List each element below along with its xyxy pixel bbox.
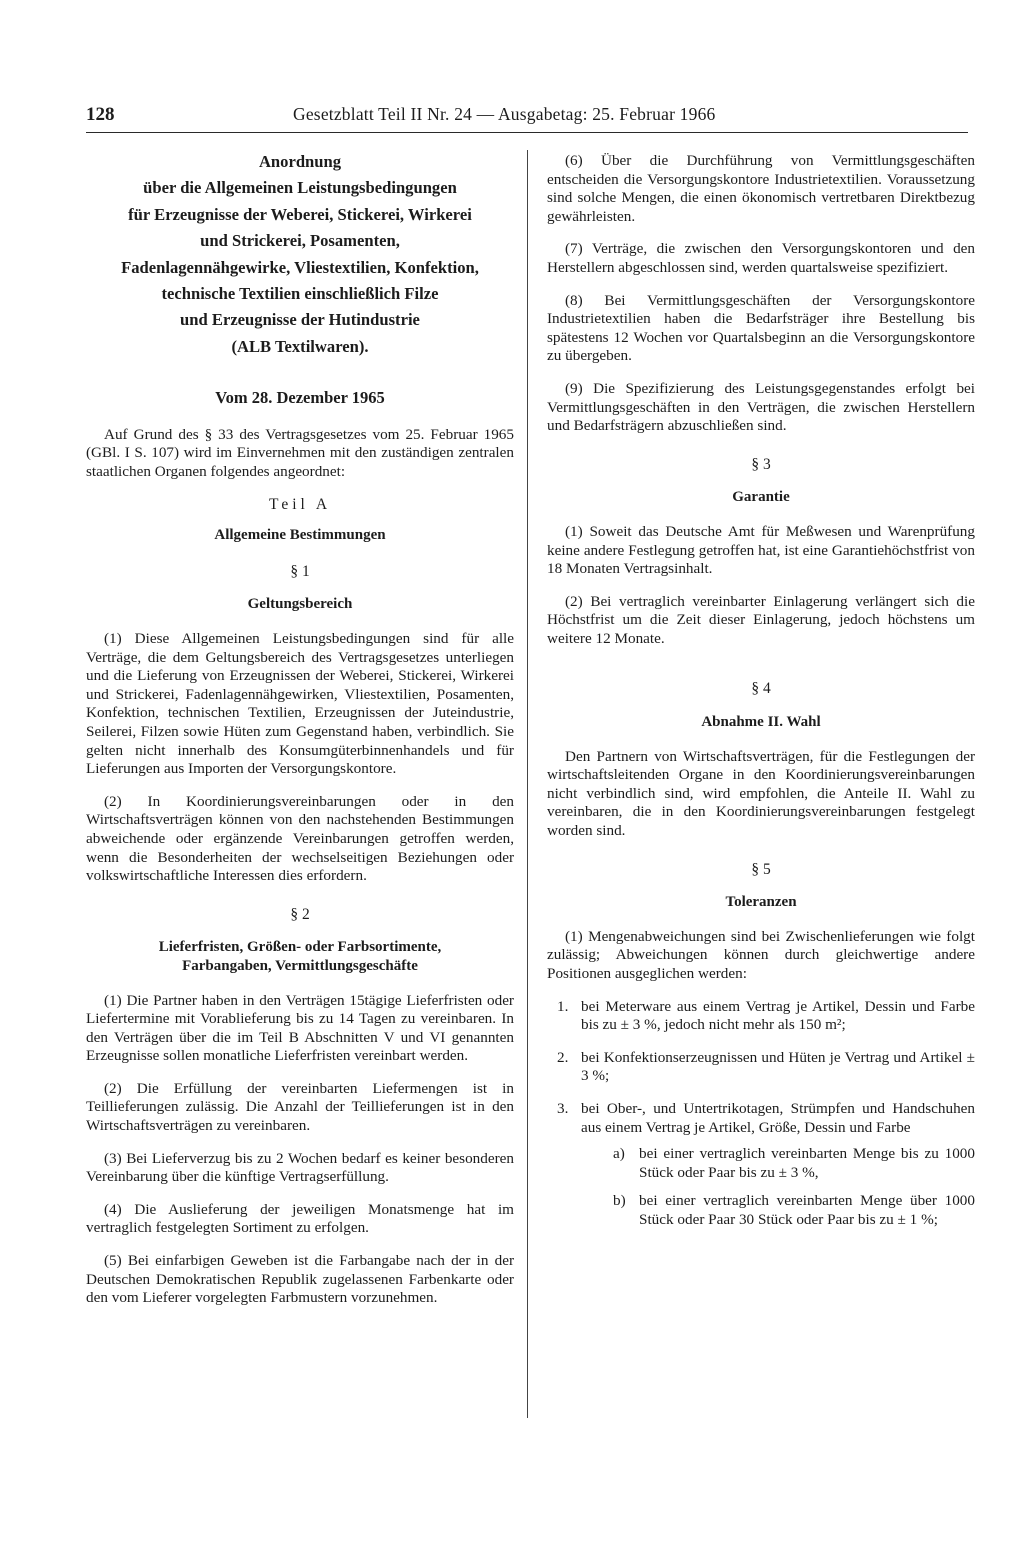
list-item-text: bei Konfektionserzeugnissen und Hüten je Vertrag und Artikel ± 3 %;: [581, 1048, 975, 1085]
right-column: [547, 152, 975, 1244]
section-heading: Abnahme II. Wahl: [701, 714, 821, 731]
paragraph: Den Partnern von Wirtschaftsverträgen, für die Festlegungen der wirtschaftsleitenden Organe in den Koordinierungsvereinbarungen nicht verbindlich sind, wird empfohlen, die Anteile II. Wahl zu vereinbaren, die in den Koordinierungsvereinbarungen festgelegt worden sind.: [547, 747, 975, 840]
left-column: [86, 152, 514, 1322]
paragraph: (5) Bei einfarbigen Geweben ist die Farbangabe nach der in der Deutschen Demokratischen Republik zugelassenen Farbenkarte oder den vom Lieferer vorgelegten Farbmustern vorzunehmen.: [86, 1252, 514, 1307]
paragraph: (1) Die Partner haben in den Verträgen 15tägige Lieferfristen oder Liefertermine mit Vorablieferung bis zu 14 Tagen zu vereinbaren. In den Verträgen über die im Teil B Abschnitten V und VI genannten Erzeugnisse sollen monatliche Lieferfristen vereinbart werden.: [86, 991, 514, 1065]
sublist-item-text: bei einer vertraglich vereinbarten Menge über 1000 Stück oder Paar 30 Stück oder Paar bis zu ± 1 %;: [639, 1192, 975, 1228]
document-title: [86, 152, 514, 357]
tolerance-list: [547, 998, 975, 1230]
paragraph: (6) Über die Durchführung von Vermittlungsgeschäften entscheiden die Versorgungskontore Industrietextilien. Voraussetzung sind solche Mengen, die einen ökonomisch vertretbaren Direktbezug gewährleisten.: [547, 152, 975, 225]
section-label: § 3: [751, 455, 771, 473]
section-heading: Lieferfristen, Größen- oder Farbsortimente,: [158, 939, 442, 956]
page-number: 128: [86, 104, 115, 125]
paragraph: (9) Die Spezifizierung des Leistungsgegenstandes erfolgt bei Vermittlungsgeschäften in den Verträgen, die zwischen Herstellern und Bedarfsträgern abzuschließen sind.: [547, 379, 975, 435]
title-line: und Erzeugnisse der Hutindustrie: [180, 310, 420, 330]
section-heading: Farbangaben, Vermittlungsgeschäfte: [182, 957, 418, 974]
title-spacer: [86, 363, 514, 371]
section-label: § 4: [751, 680, 771, 698]
list-item: [547, 1049, 975, 1086]
header-rule: [86, 132, 968, 133]
section-label: § 5: [751, 860, 771, 878]
list-item-number: 2.: [557, 1048, 569, 1066]
dateline: Vom 28. Dezember 1965: [215, 388, 385, 408]
column-divider: [527, 150, 528, 1418]
page-header: [86, 104, 968, 134]
section-label: § 1: [290, 562, 310, 580]
list-item: [547, 1100, 975, 1230]
paragraph: (8) Bei Vermittlungsgeschäften der Versorgungskontore Industrietextilien haben die Bedarfsträger ihre Bestellung bis spätestens 12 Wochen vor Quartalsbeginn an die Versorgungskontore zu übergeben.: [547, 291, 975, 365]
title-line: (ALB Textilwaren).: [231, 336, 369, 356]
paragraph: (3) Bei Lieferverzug bis zu 2 Wochen bedarf es keiner besonderen Vereinbarung über die künftige Vertragserfüllung.: [86, 1149, 514, 1186]
list-item-text: bei Meterware aus einem Vertrag je Artikel, Dessin und Farbe bis zu ± 3 %, jedoch nicht mehr als 150 m²;: [581, 997, 975, 1034]
list-item: [547, 998, 975, 1035]
paragraph: (2) In Koordinierungsvereinbarungen oder in den Wirtschaftsverträgen können von den nachstehenden Bestimmungen abweichende oder ergänzende Vereinbarungen getroffen werden, wenn die Besonderheiten der wechselseitigen Beziehungen oder volkswirtschaftliche Interessen dies erfordern.: [86, 792, 514, 885]
section-label: § 2: [290, 905, 310, 923]
list-item-text: bei Ober-, und Untertrikotagen, Strümpfen und Handschuhen aus einem Vertrag je Artikel, Größe, Dessin und Farbe: [581, 1099, 975, 1136]
title-line: über die Allgemeinen Leistungsbedingungen: [143, 178, 457, 198]
section-heading: Toleranzen: [725, 894, 797, 911]
paragraph: (1) Soweit das Deutsche Amt für Meßwesen und Warenprüfung keine andere Festlegung getroffen hat, ist eine Garantiehöchstfrist von 18 Monaten Vertragsinhalt.: [547, 522, 975, 578]
tolerance-sublist: [581, 1145, 975, 1229]
paragraph: (1) Diese Allgemeinen Leistungsbedingungen sind für alle Verträge, die dem Geltungsbereich des Vertragsgesetzes unterliegen und die Lieferung von Erzeugnissen der Weberei, Stickerei, Wirkerei und Strickerei, Fadenlagennähgewirken, Vliestextilien, Posamenten, Konfektion, technischen Textilien, Erzeugnissen der Juteindustrie, Seilerei, Filzen sowie Hüten zum Gegenstand haben, verbindlich. Sie gelten nicht innerhalb des Konsumgüterbinnenhandels und für Lieferungen aus Importen der Versorgungskontore.: [86, 630, 514, 778]
paragraph: (1) Mengenabweichungen sind bei Zwischenlieferungen wie folgt zulässig; Abweichungen können durch gleichwertige andere Positionen ausgeglichen werden:: [547, 927, 975, 982]
list-item-number: 1.: [557, 997, 569, 1015]
part-heading: Allgemeine Bestimmungen: [214, 527, 386, 544]
running-head: Gesetzblatt Teil II Nr. 24 — Ausgabetag: 25. Februar 1966: [293, 104, 716, 124]
sublist-item-text: bei einer vertraglich vereinbarten Menge bis zu 1000 Stück oder Paar bis zu ± 3 %,: [639, 1145, 975, 1181]
paragraph: (4) Die Auslieferung der jeweiligen Monatsmenge hat im vertraglich festgelegten Sortiment zu erfolgen.: [86, 1200, 514, 1237]
title-line: Fadenlagennähgewirke, Vliestextilien, Konfektion,: [121, 257, 479, 277]
title-line: Anordnung: [258, 152, 342, 171]
title-line: für Erzeugnisse der Weberei, Stickerei, Wirkerei: [128, 204, 472, 224]
paragraph: (7) Verträge, die zwischen den Versorgungskontoren und den Herstellern abgeschlossen sind, werden quartalsweise spezifiziert.: [547, 240, 975, 276]
sublist-item: [581, 1145, 975, 1182]
preamble: Auf Grund des § 33 des Vertragsgesetzes vom 25. Februar 1965 (GBl. I S. 107) wird im Einvernehmen mit den zuständigen zentralen staatlichen Organen folgendes angeordnet:: [86, 425, 514, 481]
section-heading: Garantie: [732, 489, 790, 506]
title-line: technische Textilien einschließlich Filze: [161, 284, 439, 304]
section-heading: Geltungsbereich: [247, 596, 353, 613]
sublist-item-letter: b): [613, 1192, 626, 1210]
part-label: Teil A: [268, 495, 332, 513]
paragraph: (2) Bei vertraglich vereinbarter Einlagerung verlängert sich die Höchstfrist um die Zeit dieser Einlagerung, jedoch höchstens um weitere 12 Monate.: [547, 592, 975, 647]
sublist-item: [581, 1192, 975, 1229]
paragraph: (2) Die Erfüllung der vereinbarten Liefermengen ist in Teillieferungen zulässig. Die Anzahl der Teillieferungen ist in den Wirtschaftsverträgen zu vereinbaren.: [86, 1079, 514, 1135]
title-line: und Strickerei, Posamenten,: [200, 231, 400, 251]
sublist-item-letter: a): [613, 1145, 625, 1163]
list-item-number: 3.: [557, 1099, 569, 1117]
